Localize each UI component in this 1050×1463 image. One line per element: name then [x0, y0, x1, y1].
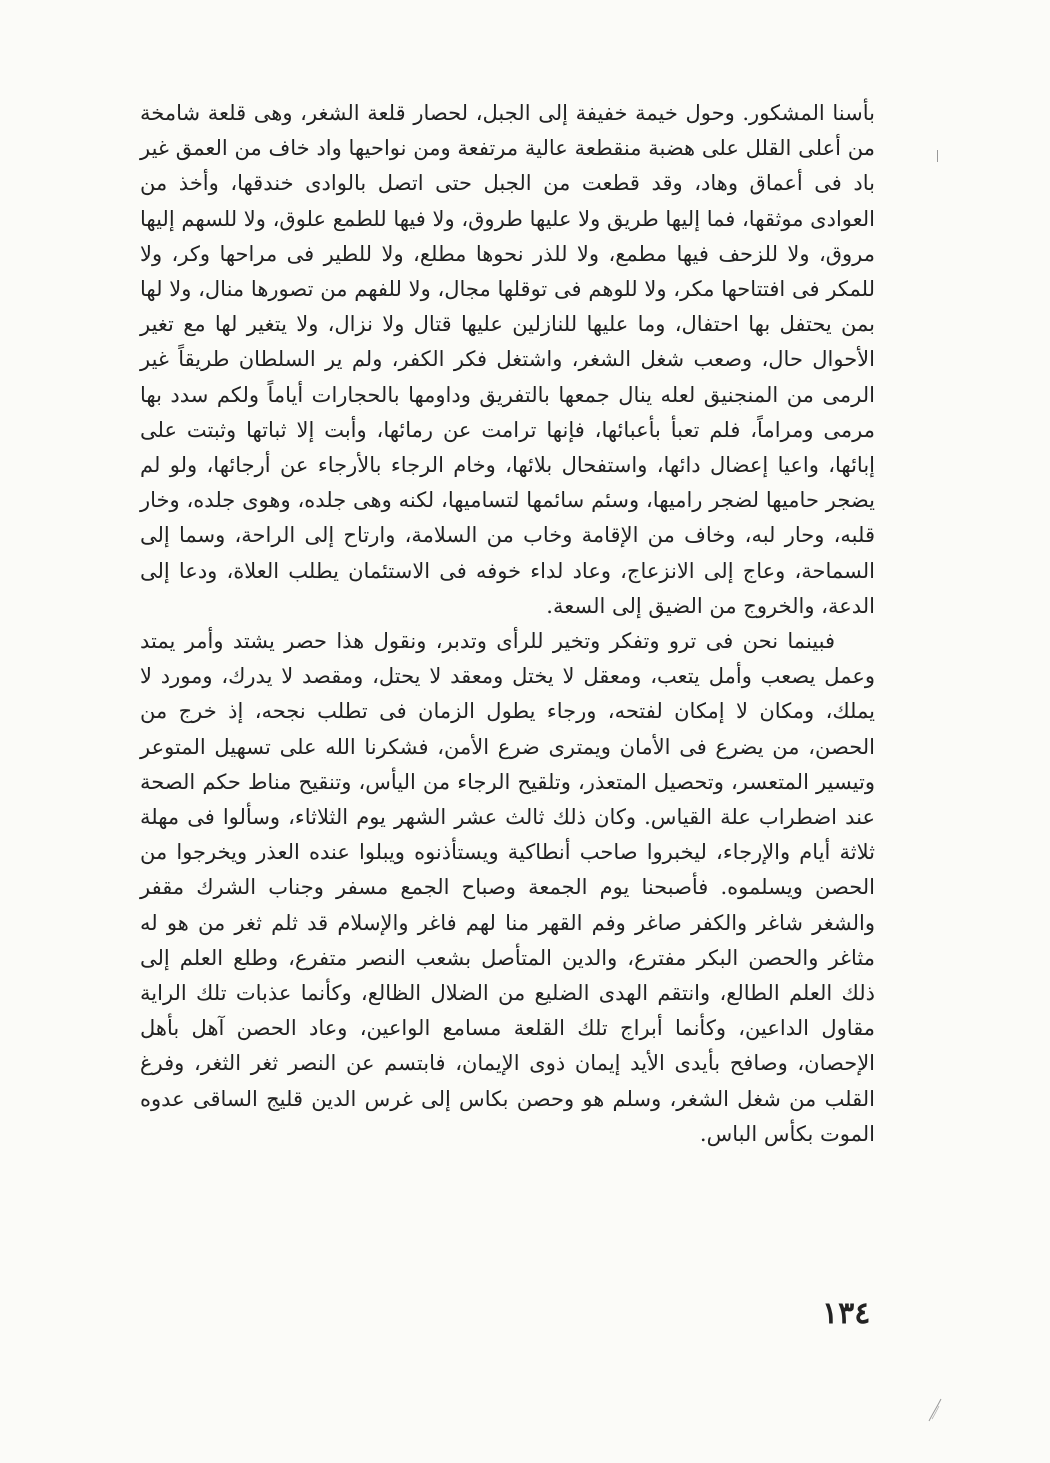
- page-number: ١٣٤: [822, 1296, 871, 1331]
- margin-tick-mark: [937, 150, 938, 162]
- paragraph-2: فبينما نحن فى ترو وتفكر وتخير للرأى وتدبر، ونقول هذا حصر يشتد وأمر يمتد وعمل يصعب وأمل يتعب، ومعقل لا يختل ومعقد لا يحتل، ومقصد لا يدرك، ومورد لا يملك، ومكان لا إمكان لفتحه، ورجاء يطول الزمان فى تطلب نجحه، إذ خرج من الحصن، من يضرع فى الأمان ويمترى ضرع الأمن، فشكرنا الله على تسهيل المتوعر وتيسير المتعسر، وتحصيل المتعذر، وتلقيح الرجاء من اليأس، وتنقيح مناط حكم الصحة عند اضطراب علة القياس. وكان ذلك ثالث عشر الشهر يوم الثلاثاء، وسألوا فى مهلة ثلاثة أيام والإرجاء، ليخبروا صاحب أنطاكية ويستأذنوه ويبلوا عنده العذر ويخرجوا من الحصن ويسلموه. فأصبحنا يوم الجمعة وصباح الجمع مسفر وجناب الشرك مقفر والشغر شاغر والكفر صاغر وفم القهر منا لهم فاغر والإسلام قد ثلم ثغر من هو له مثاغر والحصن البكر مفترع، والدين المتأصل بشعب النصر متفرع، وطلع العلم إلى ذلك العلم الطالع، وانتقم الهدى الضليع من الضلال الظالع، وكأنما عذبات تلك الراية مقاول الداعين، وكأنما أبراج تلك القلعة مسامع الواعين، وعاد الحصن آهل بأهل الإحصان، وصافح بأيدى الأيد إيمان ذوى الإيمان، فابتسم عن النصر ثغر الثغر، وفرغ القلب من شغل الشغر، وسلم هو وحصن بكاس إلى غرس الدين قليج الساقى عدوه الموت بكأس الباس.: [140, 629, 875, 1146]
- pencil-mark-icon: [925, 1395, 945, 1425]
- paragraph-1: بأسنا المشكور. وحول خيمة خفيفة إلى الجبل، لحصار قلعة الشغر، وهى قلعة شامخة من أعلى القلل على هضبة منقطعة عالية مرتفعة ومن نواحيها واد خاف من العمق غير باد فى أعماق وهاد، وقد قطعت من الجبل حتى اتصل بالوادى خندقها، وأخذ من العوادى موثقها، فما إليها طريق ولا عليها طروق، ولا فيها للطمع علوق، ولا للسهم إليها مروق، ولا للزحف فيها مطمع، ولا للذر نحوها مطلع، ولا للطير فى مراحها وكر، ولا للمكر فى افتتاحها مكر، ولا للوهم فى توقلها مجال، ولا للفهم من تصورها منال، ولا لها بمن يحتفل بها احتفال، وما عليها للنازلين عليها قتال ولا نزال، ولا يتغير لها مع تغير الأحوال حال، وصعب شغل الشغر، واشتغل فكر الكفر، ولم ير السلطان طريقاً غير الرمى من المنجنيق لعله ينال جمعها بالتفريق وداومها بالحجارات أياماً ولكم سدد بها مرمى ومراماً، فلم تعبأ بأعبائها، فإنها ترامت عن رمائها، وأبت إلا ثباتها وثبتت على إبائها، واعيا إعضال دائها، واستفحال بلائها، وخام الرجاء بالأرجاء عن أرجائها، ولو لم يضجر حاميها لضجر راميها، وسئم سائمها لتساميها، لكنه وهى جلده، وهوى جلده، وخار قلبه، وحار لبه، وخاف من الإقامة وخاب من السلامة، وارتاح إلى الراحة، وسما إلى السماحة، وعاج إلى الانزعاج، وعاد لداء خوفه فى الاستئمان يطلب العلاة، ودعا إلى الدعة، والخروج من الضيق إلى السعة.: [140, 101, 875, 618]
- body-text: [140, 96, 875, 1152]
